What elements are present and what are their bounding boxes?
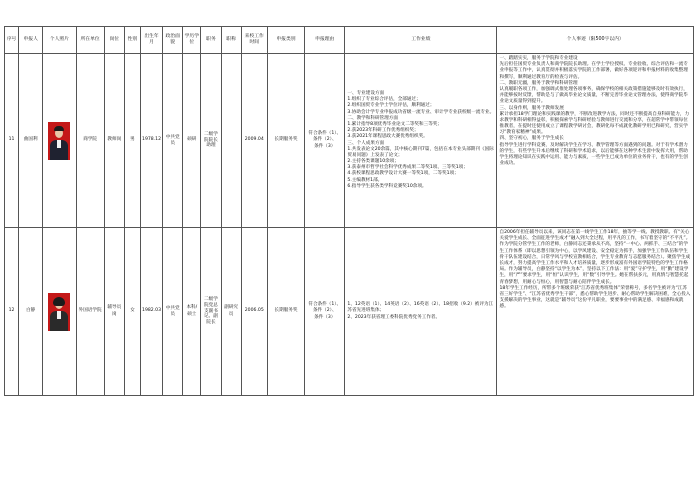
- text-line: 2.获2023年科研工作优秀组织奖；: [347, 128, 419, 134]
- text-line: 18年学生工作经历，所带多个班级荣获“江苏省优秀班集体”荣誉称号，多名学生被评为“江苏省三好学生”、“江苏省优秀学生干部”，悉心帮助学生进步、耐心帮助学生解决困难，全心投入支援解决的学生事业，这就是“辅导员”这份平凡职业，要要事业中的满足感、幸福感和成就感。: [499, 285, 691, 310]
- join-date-cell: 2009.04: [241, 54, 267, 228]
- text-line: 累计承担18学门理论和实践课的教学，不断改进教学方法，同时还不断提高自身科研能力，力求教学和科研相得益彰，积极探索学与科研经验与教师进行交流和分享，在超常学中带领每位推教者，在提时还使用成立了课程教学研讨会，教研化每不成就化教研学用已和研究，营实学习“教育家精神”成果。: [499, 111, 690, 136]
- text-line: 作为学院分管学生工作的老师，白静同志还秉承从不高，坚持“一中心、两抓手、三结合”的学生工作体系（即以思想引领为中心，以学风建设、安全稳定为抓手，加强学生工作队伍和学生骨干队伍建设结合，日常学风与学校宣教相结合，学生专业教育与志愿服务结合）。聚焦学生成长成才，努力提高学生工作水平和人才培养质量，逐步形成富有外国语学院特色的学生工作格局。作为辅导员，白静坚持“以学生为本”，坚持以下工作法：用“爱”守护学生，用“勤”建设学生，用“严”要求学生，用“恒”认识学生，用“数”引导学生。她在帮扶多元，用真情与智慧托起青春梦想，用耐心与恒心，用智慧与耐心陪伴学生成长。: [499, 242, 691, 285]
- applicant-photo: [48, 293, 70, 331]
- text-line: 4.获校课程思政教学设计大赛一等奖1项，二等奖1项；: [347, 171, 459, 177]
- unit-cell: 商学院: [76, 54, 104, 228]
- unit-cell: 外国语学院: [76, 228, 104, 396]
- header-cell: 职称: [221, 27, 241, 54]
- text-line: 指导学生进行学科竞赛，及时解决学生在学习、教学管理等方面遇到的问题。对于有学术潜力的学生，有些学生升本后继续了科研和学术追求，以后能够在这种学术生涯中发挥大用，帮助学生将理论知识在实践中运用、能力与素质，一些学生已成为单位的业务骨干，也有的学生创业成功。: [499, 142, 688, 167]
- reason-line: 条件（3）: [314, 314, 336, 320]
- header-cell: 岗位: [104, 27, 124, 54]
- header-cell: 学历学位: [183, 27, 201, 54]
- header-cell: 申报类别: [267, 27, 304, 54]
- text-line: 2.组织国贸专业学士学位评估，顺利通过；: [347, 103, 435, 109]
- header-cell: 工作业绩: [345, 27, 497, 54]
- photo-cell: [43, 54, 76, 228]
- birth-cell: 1978.12: [140, 54, 162, 228]
- table-row: [5, 54, 694, 228]
- text-line: 1.共发表论文20余篇，其中核心期刊7篇，包括在本专业头部期刊《国际贸易问题》上发表了论文；: [347, 146, 494, 158]
- text-line: 三、个人成果方面: [347, 140, 385, 146]
- header-cell: 申报人: [19, 27, 43, 54]
- duty-cell: 二级学院院长助理: [201, 54, 221, 228]
- reason-line: 符合条件（1）、条件（2）、: [308, 131, 342, 143]
- header-cell: 申报理由: [305, 27, 345, 54]
- gender-cell: 男: [124, 54, 140, 228]
- text-line: 3.协助会计学专业申报成功省级一流专业、审计学专业获校级一流专业。: [347, 109, 495, 115]
- photo-cell: [43, 228, 76, 396]
- reason-line: 符合条件（1）、条件（2）、: [308, 302, 342, 314]
- politics-cell: 中共党员: [163, 54, 183, 228]
- text-line: 一、专业建设方面: [347, 91, 385, 96]
- title-cell: 副研究员: [221, 228, 241, 396]
- title-cell: [221, 54, 241, 228]
- post-cell: 辅导员岗: [104, 228, 124, 396]
- deeds-cell: [497, 228, 694, 396]
- text-line: 1.累计指导8项优秀毕业论文二等奖和三等奖；: [347, 121, 442, 127]
- header-cell: 出生年月: [140, 27, 162, 54]
- header-cell: 所在单位: [76, 27, 104, 54]
- text-line: 3.获泰州市哲学社会科学优秀成果二等奖1项、三等奖1项；: [347, 165, 468, 171]
- text-line: 一、踏踏实实，服务于学院和专业建设: [499, 56, 578, 61]
- post-cell: 教师岗: [104, 54, 124, 228]
- applicant-name: 曲国利: [19, 54, 43, 228]
- category-cell: 长期服务奖: [267, 54, 304, 228]
- text-line: 三、以身作则，服务于教师发展: [499, 105, 564, 111]
- applicant-name: 白静: [19, 228, 43, 396]
- text-line: 1、12英语（1）、14英语（2）、16英语（2）、18招收（9.2）被评为江苏省先进班集体；: [347, 302, 494, 314]
- achievements-cell: [345, 228, 497, 396]
- text-line: 5.主编教材1部。: [347, 177, 383, 183]
- text-line: 四、坚守初心，服务于学生成长: [499, 136, 564, 142]
- table-row: [5, 228, 694, 396]
- birth-cell: 1982.03: [140, 228, 162, 396]
- header-row: [5, 27, 694, 54]
- text-line: 先后担任国贸专业负责人和商学院院长助理。在学士学位授权、专业验收、综合评估和一流专业申报等工作中，认真贯彻并积极落实学院的工作部署，做好各项迎评和申报材料的收集整理和撰写，顺利通过教育厅的检查与评估。: [499, 62, 688, 80]
- text-line: 2、2023年获省理工委科院优秀党务工作者。: [347, 314, 441, 320]
- gender-cell: 女: [124, 228, 140, 396]
- text-line: 2.主持各类课题10余项；: [347, 159, 399, 165]
- duty-cell: 二级学院党总支副书记、副院长: [201, 228, 221, 396]
- join-date-cell: 2006.05: [241, 228, 267, 396]
- header-cell: 政治面貌: [163, 27, 183, 54]
- text-line: 二、教学和科研管理方面: [347, 115, 398, 121]
- achievements-cell: [345, 54, 497, 228]
- degree-cell: 本科/硕士: [183, 228, 201, 396]
- award-table: [4, 26, 694, 396]
- reason-cell: [305, 228, 345, 396]
- header-cell: 序号: [5, 27, 19, 54]
- category-cell: 长期服务奖: [267, 228, 304, 396]
- text-line: 3.获2021年课程思政大赛优秀组织奖。: [347, 134, 428, 140]
- row-number: 12: [5, 228, 19, 396]
- text-line: 认真履职各项工作，加强调式推处理各项事务，确保学校的相关政策措施能够及时有效执行，并能够按时反馈，帮助是与了做高毕业论文质量，不断完善毕业论文管理办法，使得商学院毕业论文质量得到提升。: [499, 86, 688, 105]
- row-number: 11: [5, 54, 19, 228]
- text-line: 1.组织了专业综合评估，全部通过；: [347, 97, 421, 103]
- text-line: 自2006年担任辅导员以来，该同志在第一线学生工作18年，抽等学一线、教授教职、有“关心关爱学生成长、全面征进学生成才”融入到大全过程，用平凡的工作，书写着坚守的“不平凡”。: [499, 230, 691, 242]
- applicant-photo: [48, 122, 70, 160]
- deeds-cell: [497, 54, 694, 228]
- text-line: 二、教职无疆，服务于教学和科研管理: [499, 80, 578, 86]
- header-cell: 个人事迹（限500字以内）: [497, 27, 694, 54]
- header-cell: 个人照片: [43, 27, 76, 54]
- header-cell: 来校工作时间: [241, 27, 267, 54]
- header-cell: 性别: [124, 27, 140, 54]
- text-line: 6.指导学生获各类学科竞赛奖10余项。: [347, 183, 427, 189]
- reason-line: 条件（3）: [314, 143, 336, 149]
- degree-cell: 硕研: [183, 54, 201, 228]
- politics-cell: 中共党员: [163, 228, 183, 396]
- reason-cell: [305, 54, 345, 228]
- header-cell: 职务: [201, 27, 221, 54]
